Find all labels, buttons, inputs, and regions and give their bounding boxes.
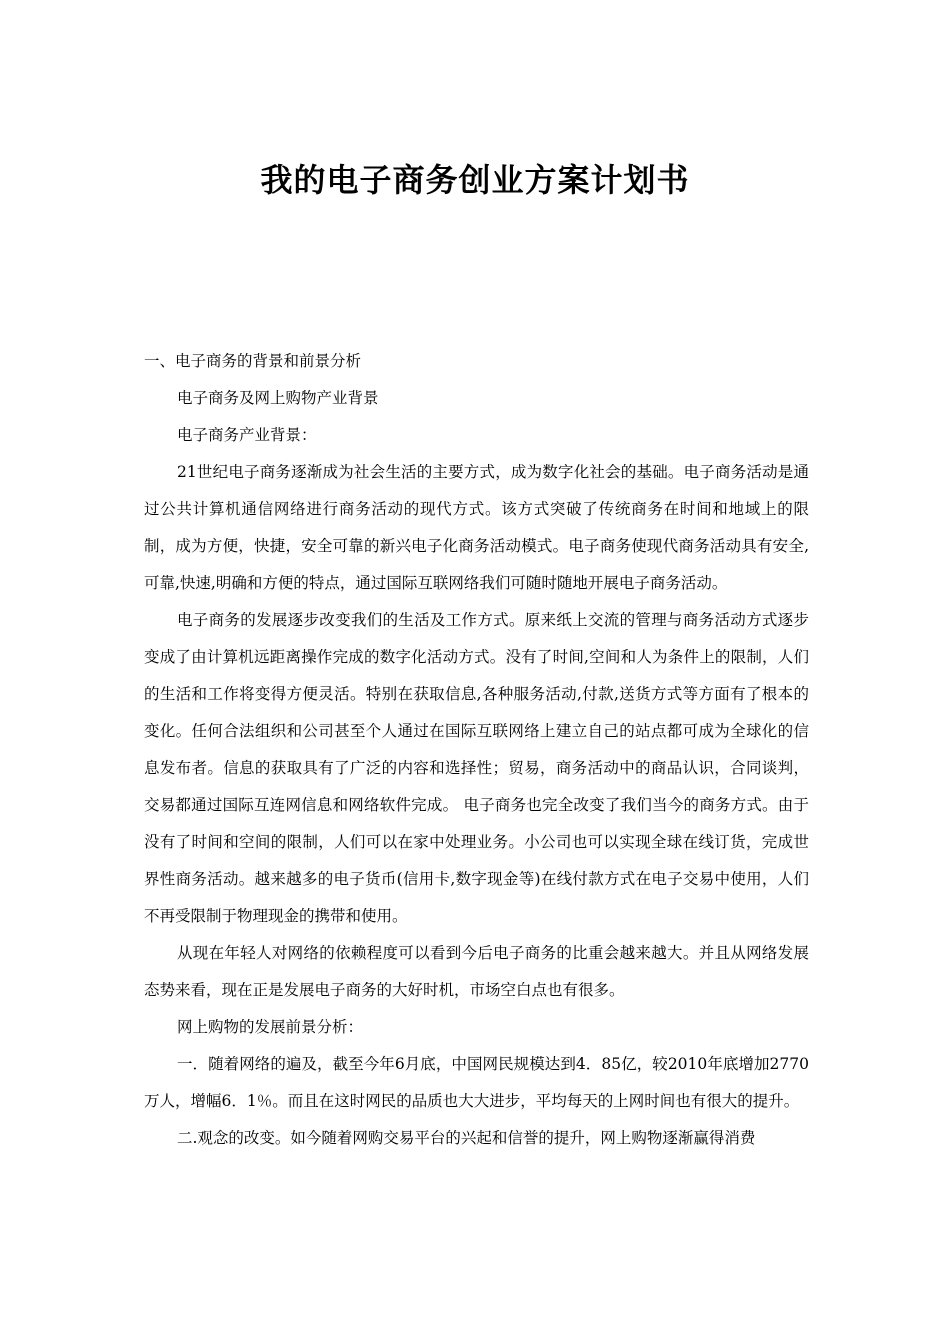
body-paragraph: 二.观念的改变。如今随着网购交易平台的兴起和信誉的提升，网上购物逐渐赢得消费 [177, 1129, 756, 1147]
body-paragraph: 一．随着网络的遍及，截至今年6月底，中国网民规模达到4．85亿，较2010年底增加2770万人，增幅6．1％。而且在这时网民的品质也大大进步，平均每天的上网时间也有很大的提升。 [144, 1055, 809, 1110]
document-body [144, 343, 809, 1157]
body-paragraph: 21世纪电子商务逐渐成为社会生活的主要方式，成为数字化社会的基础。电子商务活动是通过公共计算机通信网络进行商务活动的现代方式。该方式突破了传统商务在时间和地域上的限制，成为方便，快捷，安全可靠的新兴电子化商务活动模式。电子商务使现代商务活动具有安全,可靠,快速,明确和方便的特点，通过国际互联网络我们可随时随地开展电子商务活动。 [144, 463, 809, 592]
body-paragraph: 电子商务的发展逐步改变我们的生活及工作方式。原来纸上交流的管理与商务活动方式逐步变成了由计算机远距离操作完成的数字化活动方式。没有了时间,空间和人为条件上的限制，人们的生活和工作将变得方便灵活。特别在获取信息,各种服务活动,付款,送货方式等方面有了根本的变化。任何合法组织和公司甚至个人通过在国际互联网络上建立自己的站点都可成为全球化的信息发布者。信息的获取具有了广泛的内容和选择性；贸易，商务活动中的商品认识，合同谈判，交易都通过国际互连网信息和网络软件完成。 电子商务也完全改变了我们当今的商务方式。由于没有了时间和空间的限制，人们可以在家中处理业务。小公司也可以实现全球在线订货，完成世界性商务活动。越来越多的电子货币(信用卡,数字现金等)在线付款方式在电子交易中使用，人们不再受限制于物理现金的携带和使用。 [144, 611, 809, 925]
body-paragraph: 从现在年轻人对网络的依赖程度可以看到今后电子商务的比重会越来越大。并且从网络发展态势来看，现在正是发展电子商务的大好时机，市场空白点也有很多。 [144, 944, 809, 999]
subheading: 电子商务产业背景： [177, 426, 317, 444]
section-heading: 一、电子商务的背景和前景分析 [144, 352, 362, 370]
subheading: 网上购物的发展前景分析： [177, 1018, 364, 1036]
document-title: 我的电子商务创业方案计划书 [260, 161, 690, 199]
subheading: 电子商务及网上购物产业背景 [177, 389, 379, 407]
